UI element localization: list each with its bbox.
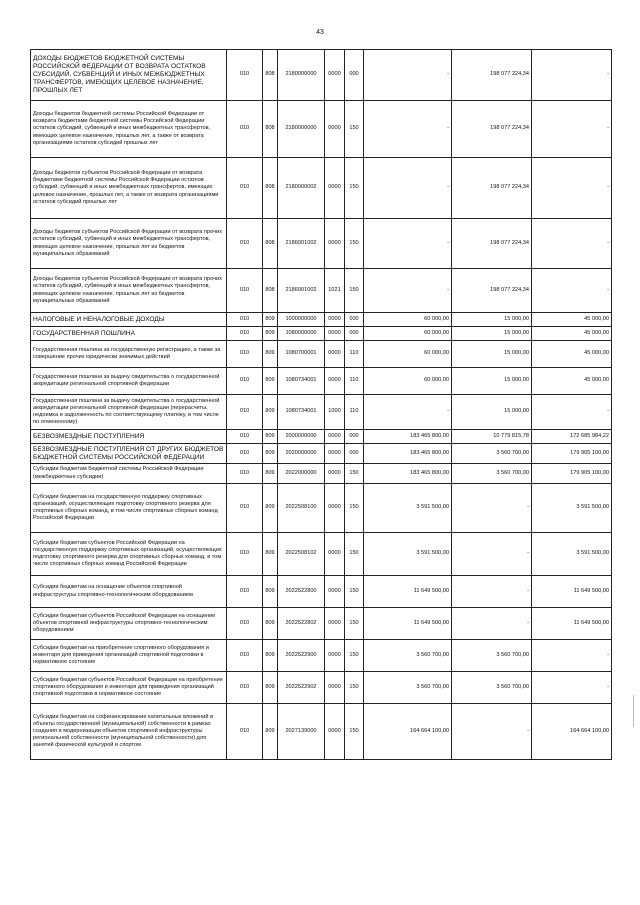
executed-amount: 15 000,00: [452, 395, 532, 430]
code-program: 0000: [325, 444, 345, 464]
code-admin: 010: [227, 704, 263, 760]
code-chapter: 809: [263, 341, 278, 368]
unexecuted-amount: -: [532, 640, 612, 672]
code-economic: 150: [345, 640, 364, 672]
executed-amount: 198 077 224,34: [452, 158, 532, 219]
code-economic: 150: [345, 101, 364, 158]
unexecuted-amount: 3 591 500,00: [532, 533, 612, 576]
code-admin: 010: [227, 576, 263, 608]
row-name: Субсидии бюджетам бюджетной системы Российской Федерации (межбюджетные субсидии): [31, 464, 227, 484]
row-name: Доходы бюджетов субъектов Российской Федерации от возврата прочих остатков субсидий, субвенций и иных межбюджетных трансфертов, имеющих целевое назначение, прошлых лет из бюджетов муниципальных образований: [31, 219, 227, 269]
code-chapter: 809: [263, 368, 278, 395]
unexecuted-amount: 45 000,00: [532, 341, 612, 368]
row-name: Субсидии бюджетам на оснащение объектов спортивной инфраструктуры спортивно-технологическим оборудованием: [31, 576, 227, 608]
code-economic: 110: [345, 368, 364, 395]
code-chapter: 809: [263, 608, 278, 640]
approved-amount: 60 000,00: [364, 327, 452, 341]
code-program: 0000: [325, 576, 345, 608]
approved-amount: 3 560 700,00: [364, 672, 452, 704]
approved-amount: 60 000,00: [364, 368, 452, 395]
code-type: 1080734001: [278, 395, 325, 430]
code-program: 1021: [325, 269, 345, 313]
row-name: Субсидии бюджетам субъектов Российской Федерации на приобретение спортивного оборудования и инвентаря для приведения организаций спортивной подготовки в нормативное состояние: [31, 672, 227, 704]
table-body: [31, 50, 612, 760]
approved-amount: 60 000,00: [364, 313, 452, 327]
code-program: 0000: [325, 101, 345, 158]
unexecuted-amount: 172 685 984,22: [532, 430, 612, 444]
code-type: 2186001002: [278, 269, 325, 313]
code-admin: 010: [227, 533, 263, 576]
code-type: 2180000002: [278, 158, 325, 219]
executed-amount: 15 000,00: [452, 313, 532, 327]
unexecuted-amount: 45 000,00: [532, 327, 612, 341]
code-admin: 010: [227, 484, 263, 533]
executed-amount: -: [452, 704, 532, 760]
code-admin: 010: [227, 50, 263, 101]
code-type: 2022522902: [278, 672, 325, 704]
code-chapter: 809: [263, 395, 278, 430]
table-row: [31, 672, 612, 704]
code-economic: 150: [345, 672, 364, 704]
unexecuted-amount: -: [532, 672, 612, 704]
code-program: 0000: [325, 484, 345, 533]
unexecuted-amount: -: [532, 395, 612, 430]
code-economic: 150: [345, 158, 364, 219]
code-type: 1080734001: [278, 368, 325, 395]
approved-amount: -: [364, 158, 452, 219]
code-economic: 000: [345, 444, 364, 464]
code-program: 0000: [325, 640, 345, 672]
code-chapter: 809: [263, 327, 278, 341]
code-admin: 010: [227, 640, 263, 672]
approved-amount: -: [364, 50, 452, 101]
code-economic: 000: [345, 430, 364, 444]
unexecuted-amount: -: [532, 101, 612, 158]
executed-amount: -: [452, 608, 532, 640]
executed-amount: 10 779 815,78: [452, 430, 532, 444]
table-row: [31, 484, 612, 533]
approved-amount: -: [364, 101, 452, 158]
executed-amount: 3 560 700,00: [452, 672, 532, 704]
code-chapter: 809: [263, 576, 278, 608]
code-economic: 150: [345, 269, 364, 313]
code-admin: 010: [227, 313, 263, 327]
unexecuted-amount: -: [532, 158, 612, 219]
code-type: 1000000000: [278, 313, 325, 327]
unexecuted-amount: 179 905 100,00: [532, 464, 612, 484]
unexecuted-amount: -: [532, 50, 612, 101]
code-chapter: 809: [263, 484, 278, 533]
unexecuted-amount: 45 000,00: [532, 313, 612, 327]
code-economic: 000: [345, 50, 364, 101]
unexecuted-amount: 179 905 100,00: [532, 444, 612, 464]
code-chapter: 808: [263, 101, 278, 158]
table-row: [31, 533, 612, 576]
table-row: [31, 219, 612, 269]
approved-amount: 11 649 500,00: [364, 576, 452, 608]
code-admin: 010: [227, 464, 263, 484]
row-name: Доходы бюджетов бюджетной системы Российской Федерации от возврата бюджетами бюджетной системы Российской Федерации остатков субсидий, субвенций и иных межбюджетных трансфертов, имеющих целевое назначение, прошлых лет, а также от возврата организациями остатков субсидий прошлых лет: [31, 101, 227, 158]
executed-amount: -: [452, 533, 532, 576]
approved-amount: 183 465 800,00: [364, 430, 452, 444]
code-admin: 010: [227, 269, 263, 313]
code-program: 0000: [325, 672, 345, 704]
code-type: 2022508102: [278, 533, 325, 576]
code-chapter: 809: [263, 430, 278, 444]
code-type: 2180000000: [278, 50, 325, 101]
approved-amount: 183 465 800,00: [364, 464, 452, 484]
table-row: [31, 464, 612, 484]
code-program: 0000: [325, 704, 345, 760]
executed-amount: -: [452, 576, 532, 608]
code-economic: 150: [345, 704, 364, 760]
approved-amount: 164 664 100,00: [364, 704, 452, 760]
code-economic: 150: [345, 608, 364, 640]
page-number: 43: [316, 29, 324, 36]
code-economic: 150: [345, 484, 364, 533]
code-program: 0000: [325, 219, 345, 269]
code-chapter: 808: [263, 158, 278, 219]
code-type: 2186001002: [278, 219, 325, 269]
table-row: [31, 640, 612, 672]
code-admin: 010: [227, 158, 263, 219]
row-name: НАЛОГОВЫЕ И НЕНАЛОГОВЫЕ ДОХОДЫ: [31, 313, 227, 327]
table-row: [31, 576, 612, 608]
table-row: [31, 608, 612, 640]
code-type: 2022522800: [278, 576, 325, 608]
code-economic: 110: [345, 395, 364, 430]
scan-edge-mark: [633, 695, 634, 727]
row-name: Государственная пошлина за государственную регистрацию, а также за совершение прочих юридически значимых действий: [31, 341, 227, 368]
code-program: 0000: [325, 608, 345, 640]
executed-amount: 3 560 700,00: [452, 444, 532, 464]
table-row: [31, 50, 612, 101]
code-type: 2020000000: [278, 444, 325, 464]
code-economic: 150: [345, 464, 364, 484]
code-admin: 010: [227, 219, 263, 269]
row-name: Субсидии бюджетам на государственную поддержку спортивных организаций, осуществляющих подготовку спортивного резерва для спортивных сборных команд, в том числе спортивных сборных команд Российской Федерации: [31, 484, 227, 533]
table-row: [31, 368, 612, 395]
code-admin: 010: [227, 395, 263, 430]
code-type: 2027139000: [278, 704, 325, 760]
code-program: 0000: [325, 368, 345, 395]
code-type: 2022508100: [278, 484, 325, 533]
code-admin: 010: [227, 672, 263, 704]
row-name: Субсидии бюджетам субъектов Российской Федерации на государственную поддержку спортивных организаций, осуществляющих подготовку спортивного резерва для спортивных сборных команд, в том числе спортивных сборных команд Российской Федерации: [31, 533, 227, 576]
code-admin: 010: [227, 101, 263, 158]
code-program: 0000: [325, 327, 345, 341]
approved-amount: 11 649 500,00: [364, 608, 452, 640]
code-type: 2000000000: [278, 430, 325, 444]
row-name: БЕЗВОЗМЕЗДНЫЕ ПОСТУПЛЕНИЯ: [31, 430, 227, 444]
code-admin: 010: [227, 327, 263, 341]
row-name: Субсидии бюджетам субъектов Российской Федерации на оснащение объектов спортивной инфраструктуры спортивно-технологическим оборудованием: [31, 608, 227, 640]
executed-amount: -: [452, 484, 532, 533]
approved-amount: 3 591 500,00: [364, 484, 452, 533]
code-chapter: 809: [263, 672, 278, 704]
code-economic: 000: [345, 327, 364, 341]
code-chapter: 809: [263, 444, 278, 464]
code-type: 1080700001: [278, 341, 325, 368]
approved-amount: 3 560 700,00: [364, 640, 452, 672]
code-economic: 150: [345, 219, 364, 269]
row-name: Государственная пошлина за выдачу свидетельства о государственной аккредитации региональной спортивной федерации: [31, 368, 227, 395]
executed-amount: 198 077 224,34: [452, 219, 532, 269]
executed-amount: 198 077 224,34: [452, 269, 532, 313]
code-program: 0000: [325, 50, 345, 101]
code-program: 0000: [325, 341, 345, 368]
code-admin: 010: [227, 430, 263, 444]
code-admin: 010: [227, 341, 263, 368]
row-name: ДОХОДЫ БЮДЖЕТОВ БЮДЖЕТНОЙ СИСТЕМЫ РОССИЙСКОЙ ФЕДЕРАЦИИ ОТ ВОЗВРАТА ОСТАТКОВ СУБСИДИЙ, СУБВЕНЦИЙ И ИНЫХ МЕЖБЮДЖЕТНЫХ ТРАНСФЕРТОВ, ИМЕЮЩИХ ЦЕЛЕВОЕ НАЗНАЧЕНИЕ, ПРОШЛЫХ ЛЕТ: [31, 50, 227, 101]
code-chapter: 809: [263, 533, 278, 576]
table-row: [31, 704, 612, 760]
executed-amount: 15 000,00: [452, 368, 532, 395]
table-row: [31, 101, 612, 158]
code-chapter: 808: [263, 50, 278, 101]
code-chapter: 809: [263, 704, 278, 760]
unexecuted-amount: 3 591 500,00: [532, 484, 612, 533]
row-name: Государственная пошлина за выдачу свидетельства о государственной аккредитации региональной спортивной федерации (перерасчеты, недоимка и задолженность по соответствующему платежу, в том числе по отмененному): [31, 395, 227, 430]
approved-amount: -: [364, 395, 452, 430]
approved-amount: -: [364, 269, 452, 313]
row-name: Доходы бюджетов субъектов Российской Федерации от возврата бюджетами бюджетной системы Российской Федерации остатков субсидий, субвенций и иных межбюджетных трансфертов, имеющих целевое назначение, прошлых лет, а также от возврата организациями остатков субсидий прошлых лет: [31, 158, 227, 219]
code-program: 0000: [325, 158, 345, 219]
unexecuted-amount: 164 664 100,00: [532, 704, 612, 760]
approved-amount: 60 000,00: [364, 341, 452, 368]
executed-amount: 15 000,00: [452, 341, 532, 368]
row-name: Субсидии бюджетам на софинансирование капитальных вложений в объекты государственной (муниципальной) собственности в рамках создания и модернизации объектов спортивной инфраструктуры региональной собственности (муниципальной собственности) для занятий физической культурой и спортом: [31, 704, 227, 760]
unexecuted-amount: -: [532, 269, 612, 313]
table-row: [31, 430, 612, 444]
unexecuted-amount: 11 649 500,00: [532, 608, 612, 640]
code-program: 0000: [325, 313, 345, 327]
row-name: ГОСУДАРСТВЕННАЯ ПОШЛИНА: [31, 327, 227, 341]
code-admin: 010: [227, 444, 263, 464]
unexecuted-amount: -: [532, 219, 612, 269]
executed-amount: 3 560 700,00: [452, 464, 532, 484]
code-chapter: 809: [263, 640, 278, 672]
unexecuted-amount: 11 649 500,00: [532, 576, 612, 608]
approved-amount: 3 591 500,00: [364, 533, 452, 576]
code-program: 0000: [325, 430, 345, 444]
executed-amount: 198 077 224,34: [452, 101, 532, 158]
code-economic: 150: [345, 576, 364, 608]
code-program: 0000: [325, 464, 345, 484]
code-type: 2022522900: [278, 640, 325, 672]
unexecuted-amount: 45 000,00: [532, 368, 612, 395]
code-admin: 010: [227, 368, 263, 395]
code-admin: 010: [227, 608, 263, 640]
code-chapter: 808: [263, 269, 278, 313]
code-program: 0000: [325, 533, 345, 576]
table-row: [31, 269, 612, 313]
table-row: [31, 395, 612, 430]
table-row: [31, 327, 612, 341]
executed-amount: 198 077 224,34: [452, 50, 532, 101]
code-economic: 150: [345, 533, 364, 576]
code-chapter: 809: [263, 313, 278, 327]
code-type: 2022522802: [278, 608, 325, 640]
approved-amount: 183 465 800,00: [364, 444, 452, 464]
code-economic: 000: [345, 313, 364, 327]
code-chapter: 809: [263, 464, 278, 484]
code-type: 2022000000: [278, 464, 325, 484]
code-chapter: 808: [263, 219, 278, 269]
code-program: 1000: [325, 395, 345, 430]
row-name: Доходы бюджетов субъектов Российской Федерации от возврата прочих остатков субсидий, субвенций и иных межбюджетных трансфертов, имеющих целевое назначение, прошлых лет из бюджетов муниципальных образований: [31, 269, 227, 313]
row-name: БЕЗВОЗМЕЗДНЫЕ ПОСТУПЛЕНИЯ ОТ ДРУГИХ БЮДЖЕТОВ БЮДЖЕТНОЙ СИСТЕМЫ РОССИЙСКОЙ ФЕДЕРАЦИИ: [31, 444, 227, 464]
table-row: [31, 313, 612, 327]
approved-amount: -: [364, 219, 452, 269]
code-economic: 110: [345, 341, 364, 368]
code-type: 1080000000: [278, 327, 325, 341]
table-row: [31, 341, 612, 368]
code-type: 2180000000: [278, 101, 325, 158]
row-name: Субсидии бюджетам на приобретение спортивного оборудования и инвентаря для приведения организаций спортивной подготовки в нормативное состояние: [31, 640, 227, 672]
table-row: [31, 444, 612, 464]
table-row: [31, 158, 612, 219]
executed-amount: 15 000,00: [452, 327, 532, 341]
revenue-table: [30, 49, 612, 760]
executed-amount: 3 560 700,00: [452, 640, 532, 672]
